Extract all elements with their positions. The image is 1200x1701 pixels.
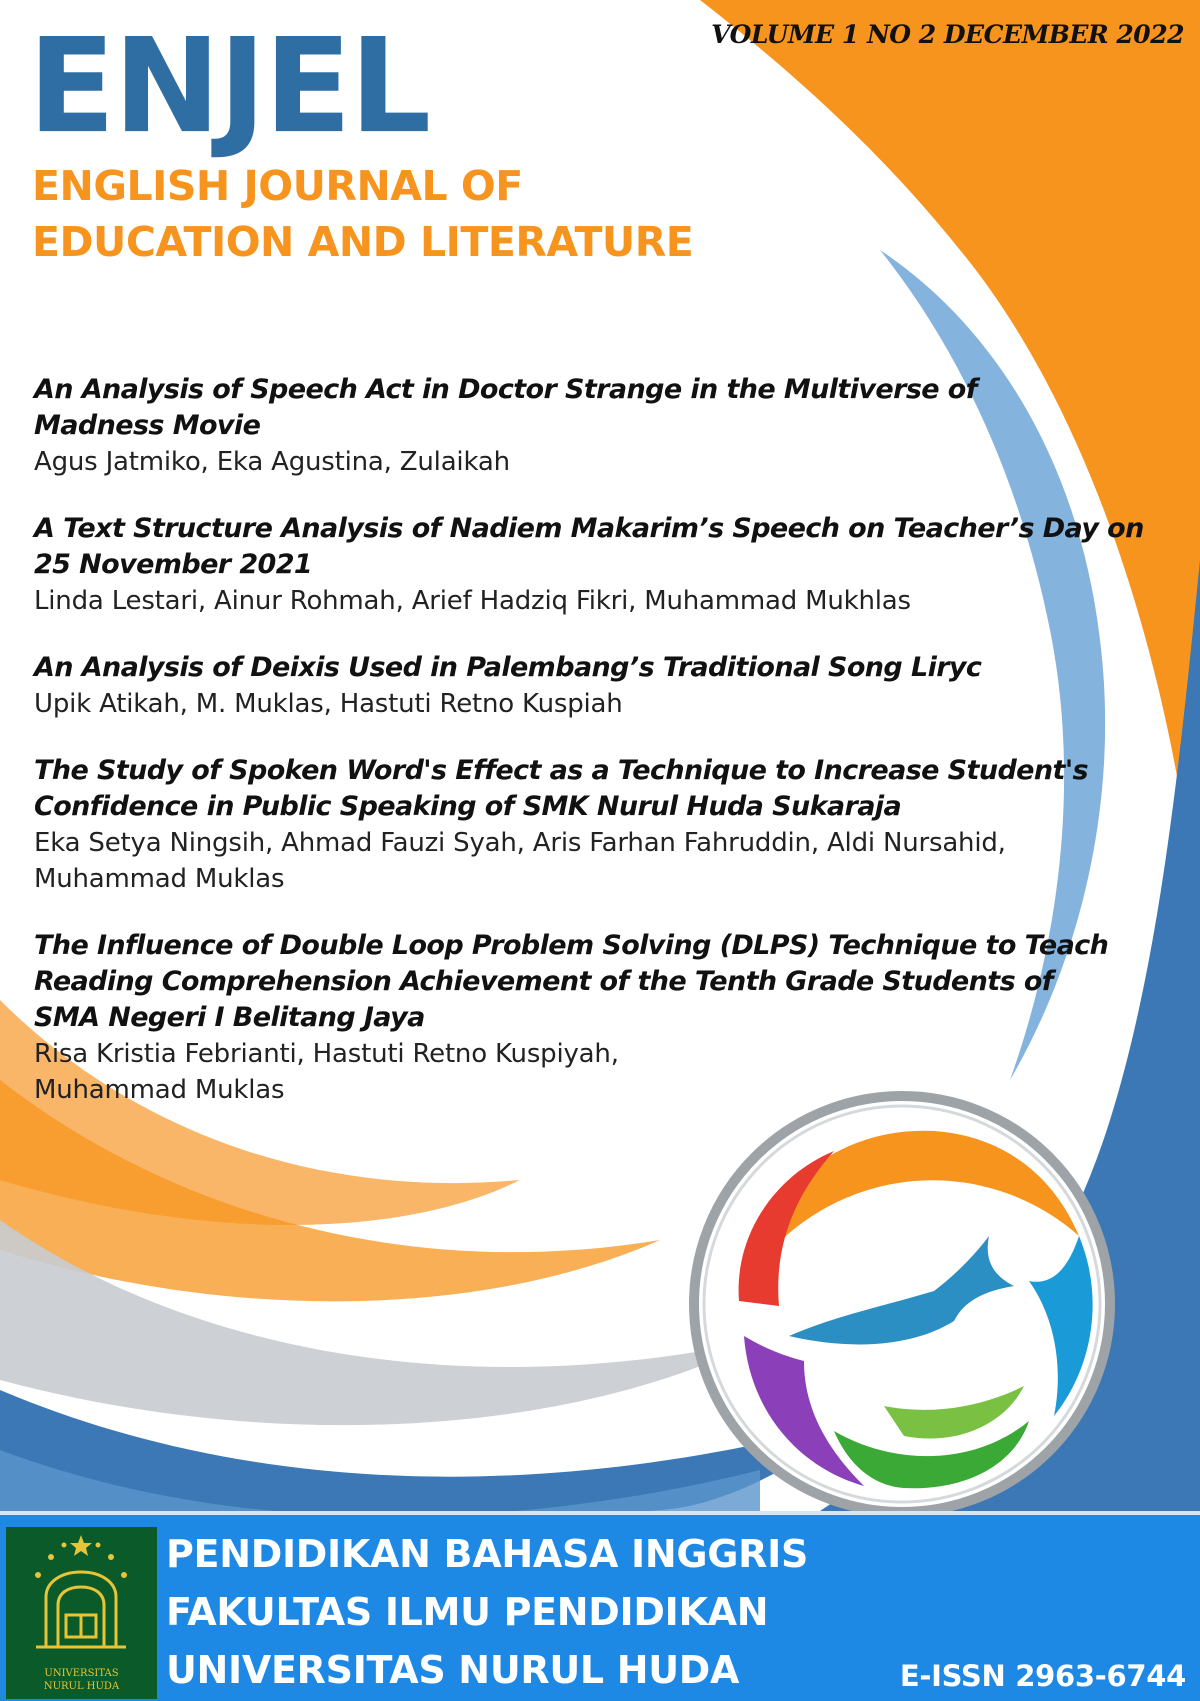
footer-institution-text [166,1525,808,1699]
article-authors [34,444,1144,480]
article-title-line: An Analysis of Deixis Used in Palembang’s Traditional Song Liryc [34,652,982,683]
article-authors-line: Muhammad Muklas [34,864,285,894]
subtitle-line-2: EDUCATION AND LITERATURE [32,218,694,266]
footer-top-stripe [0,1511,1200,1515]
article-title-line: A Text Structure Analysis of Nadiem Makarim’s Speech on Teacher’s Day on [34,513,1144,544]
university-logo [6,1527,157,1699]
article-authors-line: Risa Kristia Febrianti, Hastuti Retno Kuspiyah, [34,1039,619,1069]
logo-text-line-1: UNIVERSITAS [44,1668,119,1679]
department-name: PENDIDIKAN BAHASA INGGRIS [166,1532,809,1576]
journal-logo-word: ENJEL [28,10,430,163]
university-crest-icon [6,1527,157,1667]
article-item [34,511,1144,619]
article-title-line: The Influence of Double Loop Problem Solving (DLPS) Technique to Teach [34,930,1109,961]
article-title [34,650,1144,686]
article-item [34,650,1144,722]
article-authors-line: Upik Atikah, M. Muklas, Hastuti Retno Kuspiah [34,689,623,719]
article-authors-line: Agus Jatmiko, Eka Agustina, Zulaikah [34,447,510,477]
article-authors [34,686,1144,722]
article-title-line: Madness Movie [34,410,261,441]
volume-issue-label: VOLUME 1 NO 2 DECEMBER 2022 [711,20,1184,49]
footer-banner [0,1511,1200,1701]
logo-text-line-2: NURUL HUDA [43,1681,120,1692]
faculty-name: FAKULTAS ILMU PENDIDIKAN [166,1590,769,1634]
article-title [34,372,1144,444]
article-title-line: 25 November 2021 [34,549,313,580]
article-item [34,928,1144,1108]
article-title-line: Reading Comprehension Achievement of the Tenth Grade Students of [34,966,1053,997]
article-title-line: An Analysis of Speech Act in Doctor Strange in the Multiverse of [34,374,977,405]
article-authors-line: Linda Lestari, Ainur Rohmah, Arief Hadziq Fikri, Muhammad Mukhlas [34,586,911,616]
journal-emblem-icon [684,1086,1120,1522]
article-list [34,372,1144,1139]
article-title [34,928,1144,1036]
article-title [34,511,1144,583]
article-item [34,372,1144,480]
university-name: UNIVERSITAS NURUL HUDA [166,1648,740,1692]
article-title-line: SMA Negeri I Belitang Jaya [34,1002,425,1033]
article-authors [34,825,1144,897]
article-authors-line: Eka Setya Ningsih, Ahmad Fauzi Syah, Aris Farhan Fahruddin, Aldi Nursahid, [34,828,1006,858]
university-logo-text [6,1667,157,1693]
article-title-line: Confidence in Public Speaking of SMK Nurul Huda Sukaraja [34,791,902,822]
article-title-line: The Study of Spoken Word's Effect as a Technique to Increase Student's [34,755,1088,786]
issn-label: E-ISSN 2963-6744 [899,1659,1186,1693]
article-item [34,753,1144,897]
subtitle-line-1: ENGLISH JOURNAL OF [32,162,523,210]
article-authors [34,583,1144,619]
article-title [34,753,1144,825]
article-authors-line: Muhammad Muklas [34,1075,285,1105]
journal-subtitle [32,158,693,270]
